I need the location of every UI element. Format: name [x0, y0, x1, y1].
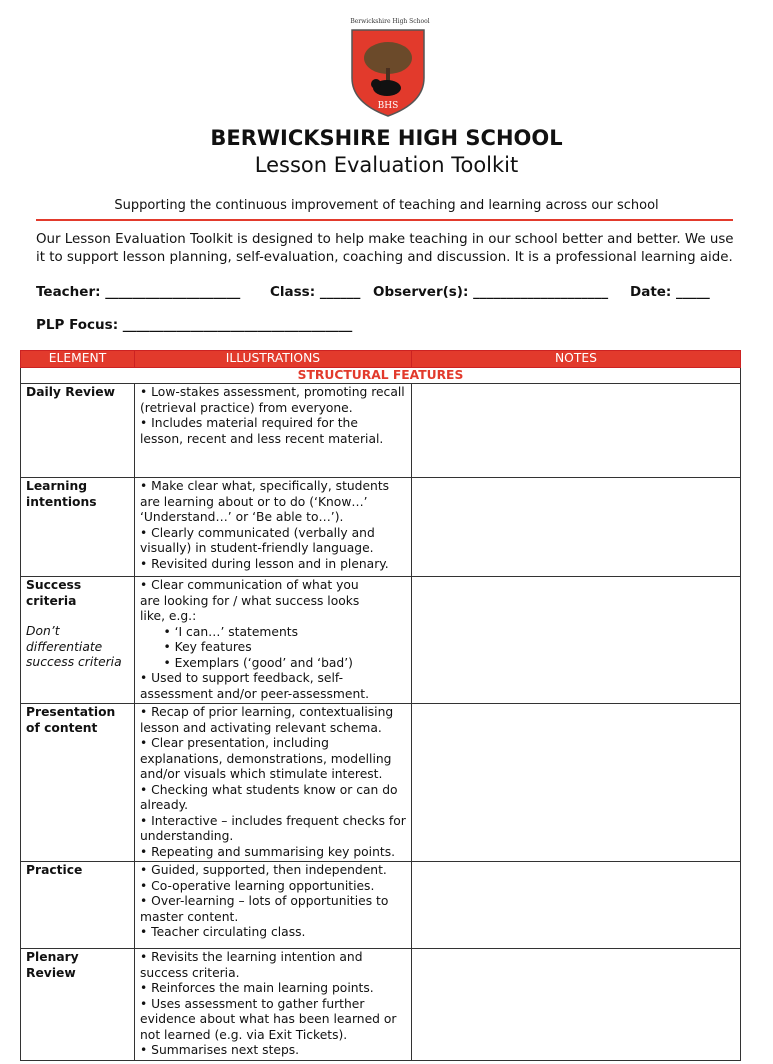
element-label: Daily Review [26, 385, 115, 399]
illustration-line: • Guided, supported, then independent. [140, 863, 387, 877]
element-label: Plenary Review [26, 950, 79, 980]
header-illustrations: ILLUSTRATIONS [135, 351, 412, 368]
observers-field[interactable]: Observer(s): ____________________ [373, 284, 609, 300]
evaluation-table [20, 350, 741, 1061]
illustration-line: • Clear presentation, including [140, 736, 329, 750]
element-cell [21, 949, 135, 1061]
illustration-line: • Includes material required for the [140, 416, 358, 430]
notes-cell[interactable] [411, 949, 740, 1061]
element-label: Learning intentions [26, 479, 97, 509]
divider [36, 219, 733, 221]
element-label: Presentation of content [26, 705, 116, 735]
illustration-line: are looking for / what success looks [140, 593, 360, 608]
notes-cell[interactable] [411, 704, 740, 862]
table-row [21, 384, 741, 478]
illustration-line: • Reinforces the main learning points. [140, 981, 374, 995]
notes-cell[interactable] [411, 478, 740, 577]
notes-cell[interactable] [411, 577, 740, 704]
illustration-line: evidence about what has been learned or [140, 1012, 397, 1026]
illustration-line: (retrieval practice) from everyone. [140, 400, 353, 415]
illustration-line: • Make clear what, specifically, students [140, 479, 390, 493]
illustration-line: lesson, recent and less recent material. [140, 431, 384, 446]
intro-paragraph: Our Lesson Evaluation Toolkit is designed to help make teaching in our school better and better. We use it to support lesson planning, self-evaluation, coaching and discussion. It is a professional learning aide. [36, 232, 734, 265]
element-cell [21, 577, 135, 704]
date-field[interactable]: Date: _____ [630, 284, 710, 300]
illustration-line: • Low-stakes assessment, promoting recall [140, 385, 405, 399]
illustrations-cell [135, 949, 412, 1061]
illustration-line: • Recap of prior learning, contextualising [140, 705, 394, 719]
illustration-line: like, e.g.: [140, 609, 197, 623]
illustration-line: not learned (e.g. via Exit Tickets). [140, 1027, 348, 1042]
table-row [21, 862, 741, 949]
illustration-line: • Uses assessment to gather further [140, 996, 365, 1011]
notes-cell[interactable] [411, 384, 740, 478]
illustrations-cell [135, 384, 412, 478]
illustration-line: • Checking what students know or can do [140, 782, 398, 797]
illustration-line: • Clearly communicated (verbally and [140, 525, 375, 540]
class-field[interactable]: Class: ______ [270, 284, 361, 300]
illustration-line: • Repeating and summarising key points. [140, 844, 396, 859]
illustration-line: success criteria. [140, 965, 240, 980]
illustration-line: • Used to support feedback, self- [140, 671, 344, 685]
teacher-field[interactable]: Teacher: ____________________ [36, 284, 241, 300]
table-row [21, 704, 741, 862]
element-cell [21, 384, 135, 478]
illustration-line: ‘Understand…’ or ‘Be able to…’). [140, 510, 344, 524]
page-subtitle: Lesson Evaluation Toolkit [254, 153, 519, 177]
illustration-line: • Teacher circulating class. [140, 925, 306, 939]
illustration-line: • Over-learning – lots of opportunities to [140, 894, 389, 908]
plp-focus-field[interactable]: PLP Focus: __________________________________ [36, 317, 353, 333]
illustration-line: • Revisits the learning intention and [140, 950, 363, 964]
illustration-line: • Summarises next steps. [140, 1043, 300, 1057]
illustration-line: lesson and activating relevant schema. [140, 720, 382, 735]
illustration-line: • Clear communication of what you [140, 578, 359, 592]
illustration-line: • Exemplars (‘good’ and ‘bad’) [140, 655, 353, 670]
section-structural-features: STRUCTURAL FEATURES [21, 367, 741, 384]
illustration-line: explanations, demonstrations, modelling [140, 751, 392, 766]
illustrations-cell [135, 862, 412, 949]
illustrations-cell [135, 478, 412, 577]
table-row [21, 949, 741, 1061]
table-row [21, 478, 741, 577]
page-title: BERWICKSHIRE HIGH SCHOOL [210, 126, 563, 150]
element-label: Practice [26, 863, 83, 877]
element-note: Don’t differentiate success criteria [26, 624, 122, 669]
illustration-line: • Interactive – includes frequent checks for [140, 813, 406, 828]
illustrations-cell [135, 704, 412, 862]
illustrations-cell [135, 577, 412, 704]
school-crest-logo [350, 28, 426, 118]
illustration-line: • Revisited during lesson and in plenary. [140, 556, 389, 571]
illustration-line: master content. [140, 909, 239, 924]
element-label: Success criteria [26, 578, 82, 608]
crest-school-name: Berwickshire High School [350, 18, 430, 25]
illustration-line: and/or visuals which stimulate interest. [140, 767, 383, 781]
svg-text:BHS: BHS [377, 101, 399, 111]
illustration-line: assessment and/or peer-assessment. [140, 686, 369, 701]
element-cell [21, 478, 135, 577]
illustration-line: understanding. [140, 829, 234, 843]
header-notes: NOTES [411, 351, 740, 368]
element-cell [21, 704, 135, 862]
illustration-line: • Co-operative learning opportunities. [140, 878, 375, 893]
illustration-line: • ‘I can…’ statements [140, 624, 298, 639]
element-cell [21, 862, 135, 949]
illustration-line: already. [140, 798, 189, 812]
table-row [21, 577, 741, 704]
illustration-line: • Key features [140, 640, 252, 654]
notes-cell[interactable] [411, 862, 740, 949]
illustration-line: visually) in student-friendly language. [140, 541, 374, 555]
tagline: Supporting the continuous improvement of teaching and learning across our school [114, 198, 659, 213]
header-element: ELEMENT [21, 351, 135, 368]
illustration-line: are learning about or to do (‘Know…’ [140, 494, 368, 509]
